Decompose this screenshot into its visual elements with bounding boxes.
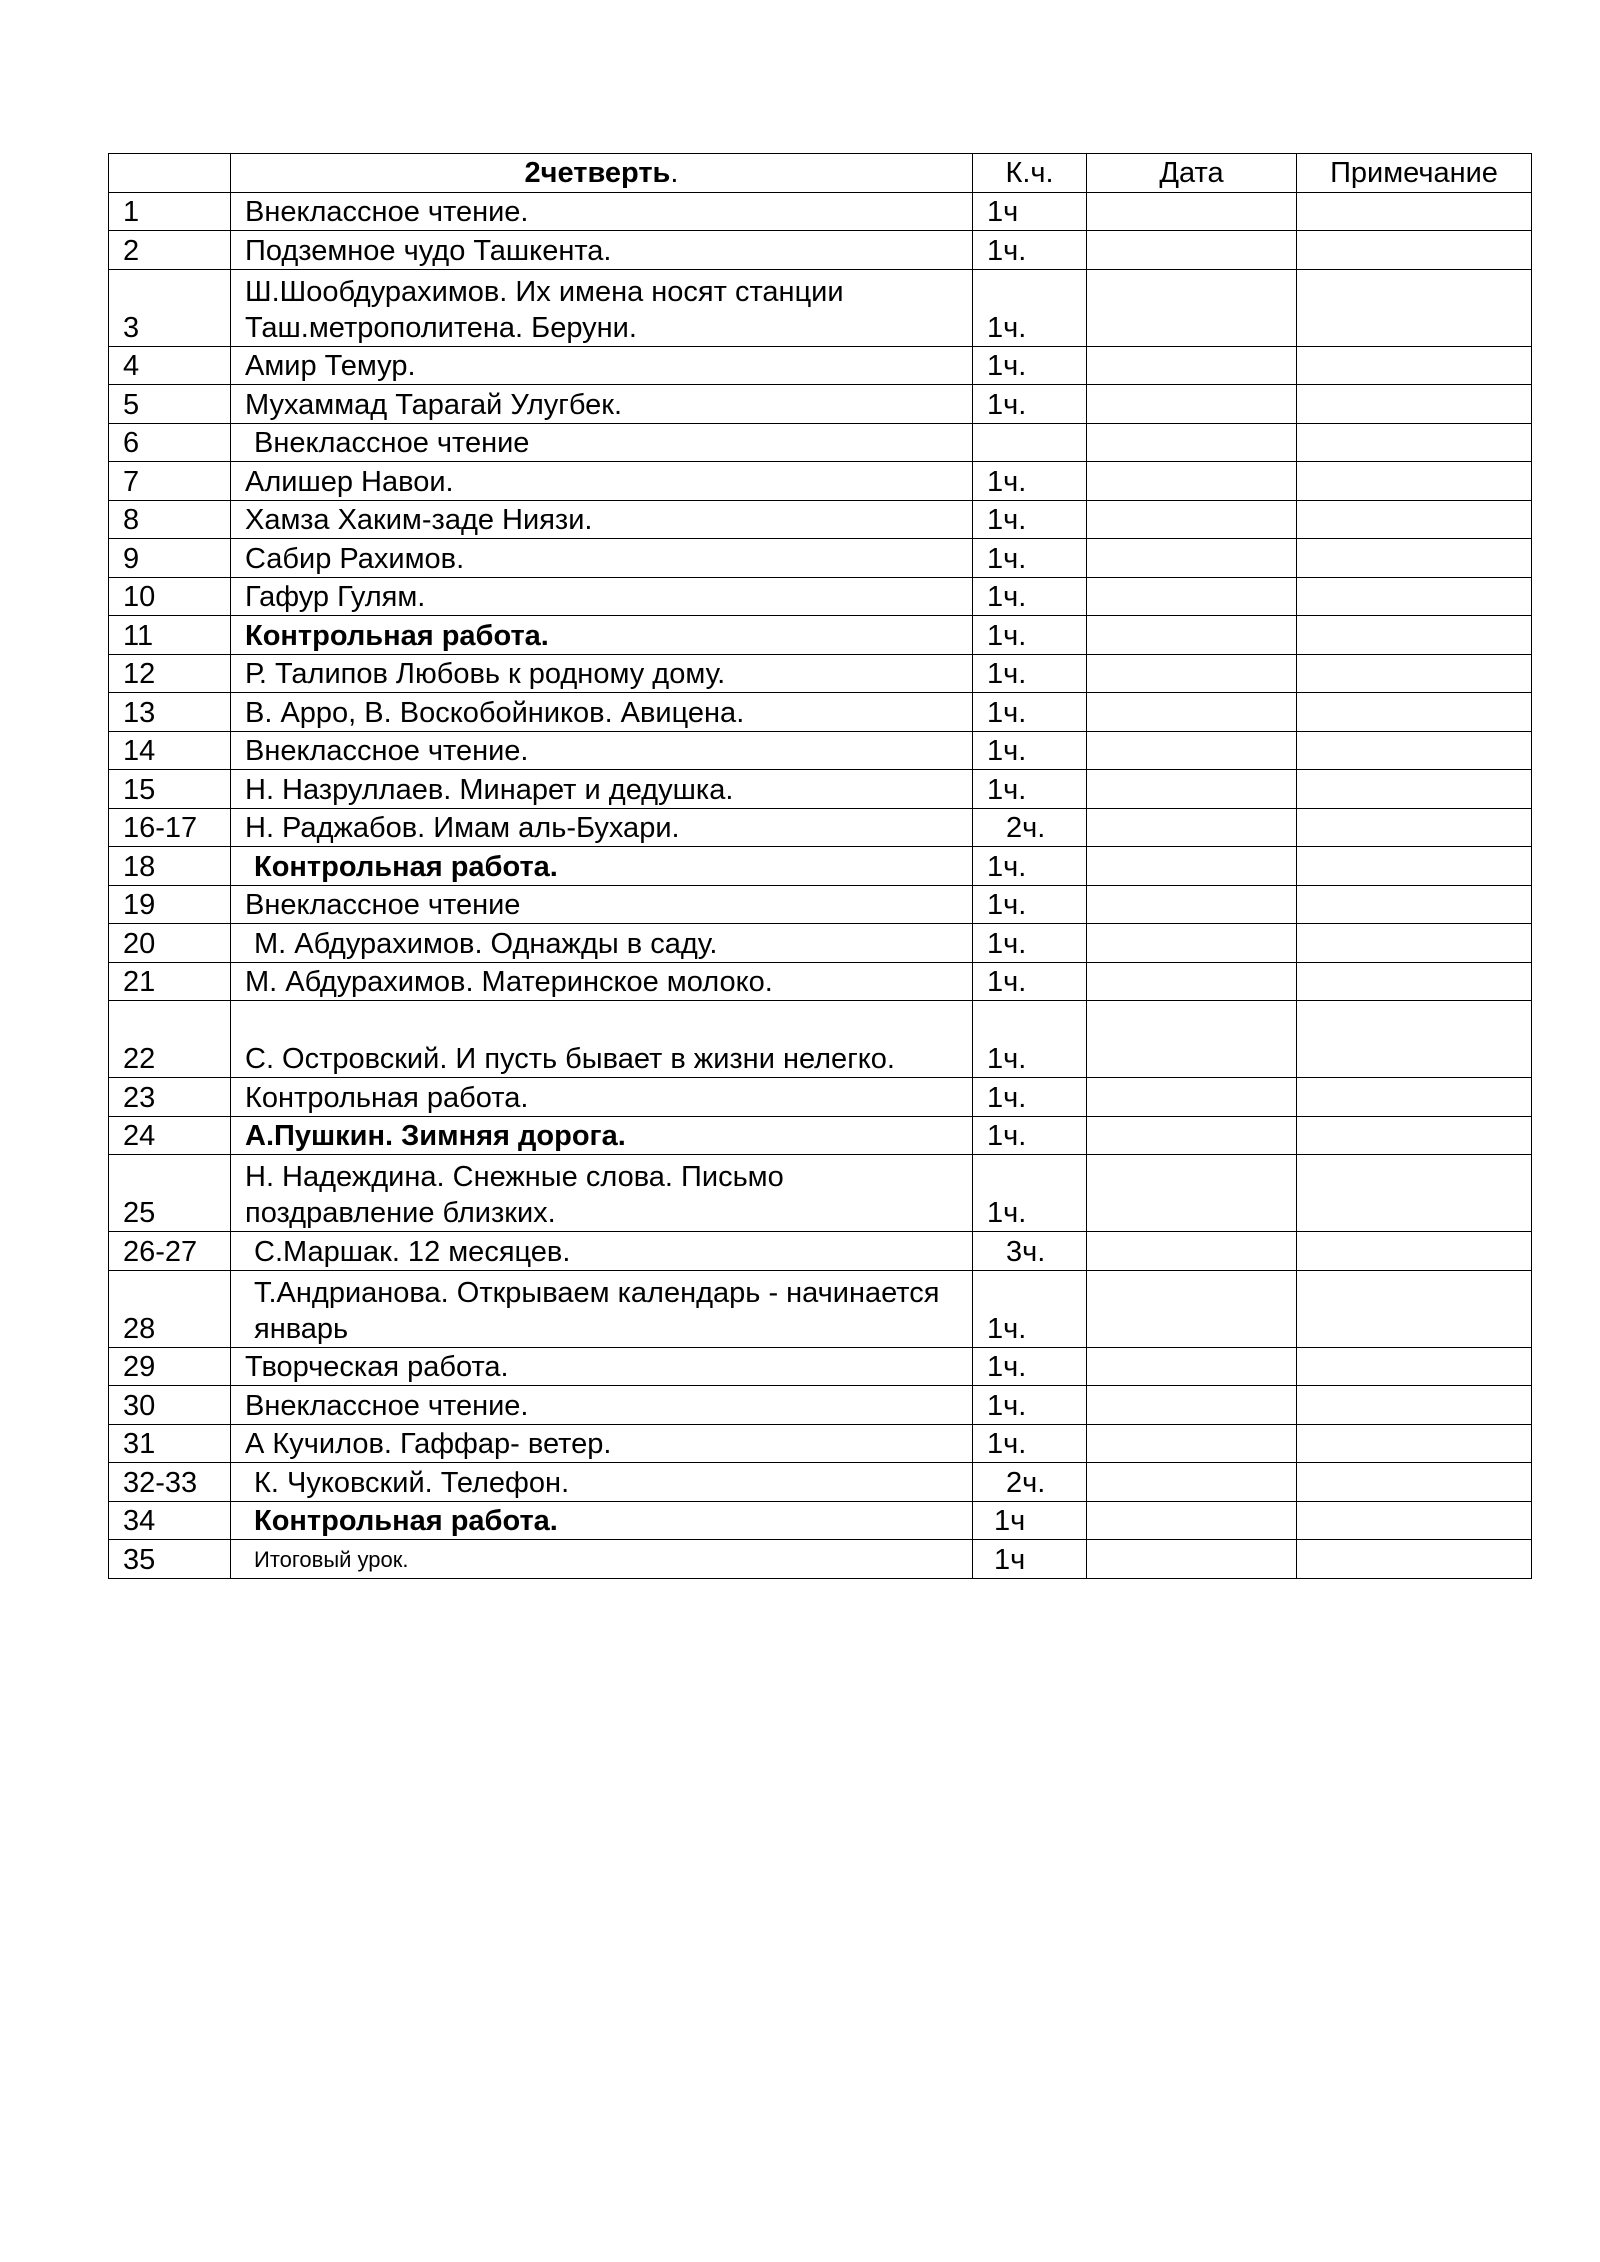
table-body <box>109 192 1532 1578</box>
date-cell <box>1087 693 1297 732</box>
date-cell <box>1087 1270 1297 1347</box>
table-row <box>109 231 1532 270</box>
date-cell <box>1087 192 1297 231</box>
lesson-hours: 2ч. <box>973 1463 1087 1502</box>
date-cell <box>1087 1155 1297 1232</box>
lesson-hours: 1ч. <box>973 1116 1087 1155</box>
note-cell <box>1297 847 1532 886</box>
date-cell <box>1087 1540 1297 1579</box>
table-row <box>109 924 1532 963</box>
lesson-number: 14 <box>109 731 231 770</box>
date-cell <box>1087 269 1297 346</box>
note-cell <box>1297 808 1532 847</box>
lesson-number: 13 <box>109 693 231 732</box>
date-cell <box>1087 808 1297 847</box>
date-cell <box>1087 1116 1297 1155</box>
lesson-hours: 1ч. <box>973 539 1087 578</box>
note-cell <box>1297 885 1532 924</box>
table-row <box>109 654 1532 693</box>
date-cell <box>1087 924 1297 963</box>
lesson-topic: Хамза Хаким-заде Ниязи. <box>231 500 973 539</box>
lesson-topic: Подземное чудо Ташкента. <box>231 231 973 270</box>
header-hours: К.ч. <box>973 154 1087 193</box>
note-cell <box>1297 539 1532 578</box>
note-cell <box>1297 1501 1532 1540</box>
lesson-topic: А.Пушкин. Зимняя дорога. <box>231 1116 973 1155</box>
lesson-hours: 1ч. <box>973 269 1087 346</box>
lesson-number: 30 <box>109 1386 231 1425</box>
lesson-number: 25 <box>109 1155 231 1232</box>
lesson-hours: 1ч. <box>973 1270 1087 1347</box>
lesson-topic: Н. Раджабов. Имам аль-Бухари. <box>231 808 973 847</box>
note-cell <box>1297 693 1532 732</box>
date-cell <box>1087 1078 1297 1117</box>
table-row <box>109 1078 1532 1117</box>
table-row <box>109 1001 1532 1078</box>
date-cell <box>1087 1232 1297 1271</box>
date-cell <box>1087 1386 1297 1425</box>
date-cell <box>1087 1424 1297 1463</box>
table-row <box>109 1463 1532 1502</box>
table-row <box>109 1270 1532 1347</box>
date-cell <box>1087 616 1297 655</box>
table-row <box>109 1232 1532 1271</box>
lesson-topic: Сабир Рахимов. <box>231 539 973 578</box>
table-row <box>109 1540 1532 1579</box>
lesson-hours <box>973 423 1087 462</box>
lesson-number: 24 <box>109 1116 231 1155</box>
header-note: Примечание <box>1297 154 1532 193</box>
lesson-hours: 1ч. <box>973 1155 1087 1232</box>
note-cell <box>1297 1424 1532 1463</box>
note-cell <box>1297 616 1532 655</box>
table-row <box>109 1116 1532 1155</box>
lesson-topic: Контрольная работа. <box>231 1501 973 1540</box>
lesson-topic: М. Абдурахимов. Материнское молоко. <box>231 962 973 1001</box>
note-cell <box>1297 423 1532 462</box>
lesson-hours: 1ч. <box>973 1386 1087 1425</box>
date-cell <box>1087 231 1297 270</box>
table-row <box>109 346 1532 385</box>
lesson-hours: 1ч. <box>973 1347 1087 1386</box>
table-row <box>109 1347 1532 1386</box>
date-cell <box>1087 847 1297 886</box>
lesson-hours: 1ч. <box>973 577 1087 616</box>
note-cell <box>1297 1386 1532 1425</box>
note-cell <box>1297 1078 1532 1117</box>
note-cell <box>1297 500 1532 539</box>
lesson-number: 34 <box>109 1501 231 1540</box>
table-row <box>109 847 1532 886</box>
note-cell <box>1297 1463 1532 1502</box>
lesson-hours: 1ч. <box>973 1001 1087 1078</box>
lesson-hours: 1ч <box>973 1540 1087 1579</box>
table-row <box>109 1386 1532 1425</box>
lesson-number: 35 <box>109 1540 231 1579</box>
header-quarter-title <box>231 154 973 193</box>
lesson-hours: 1ч. <box>973 616 1087 655</box>
date-cell <box>1087 539 1297 578</box>
table-header-row <box>109 154 1532 193</box>
note-cell <box>1297 192 1532 231</box>
table-row <box>109 885 1532 924</box>
lesson-topic: Амир Темур. <box>231 346 973 385</box>
lesson-number: 2 <box>109 231 231 270</box>
lesson-topic: М. Абдурахимов. Однажды в саду. <box>231 924 973 963</box>
note-cell <box>1297 231 1532 270</box>
lesson-topic: Итоговый урок. <box>231 1540 973 1579</box>
lesson-number: 18 <box>109 847 231 886</box>
date-cell <box>1087 423 1297 462</box>
lesson-hours: 1ч. <box>973 770 1087 809</box>
note-cell <box>1297 1116 1532 1155</box>
lesson-number: 16-17 <box>109 808 231 847</box>
note-cell <box>1297 770 1532 809</box>
date-cell <box>1087 770 1297 809</box>
lesson-number: 23 <box>109 1078 231 1117</box>
lesson-number: 28 <box>109 1270 231 1347</box>
table-row <box>109 1155 1532 1232</box>
quarter-title-rest: . <box>670 156 679 189</box>
lesson-topic: К. Чуковский. Телефон. <box>231 1463 973 1502</box>
table-row <box>109 1424 1532 1463</box>
note-cell <box>1297 1232 1532 1271</box>
lesson-hours: 1ч. <box>973 847 1087 886</box>
lesson-number: 19 <box>109 885 231 924</box>
date-cell <box>1087 385 1297 424</box>
table-row <box>109 693 1532 732</box>
date-cell <box>1087 731 1297 770</box>
lesson-number: 22 <box>109 1001 231 1078</box>
lesson-topic: Внеклассное чтение. <box>231 731 973 770</box>
lesson-hours: 3ч. <box>973 1232 1087 1271</box>
lesson-hours: 1ч. <box>973 346 1087 385</box>
lesson-hours: 1ч. <box>973 693 1087 732</box>
lesson-number: 5 <box>109 385 231 424</box>
table-row <box>109 808 1532 847</box>
lesson-number: 20 <box>109 924 231 963</box>
table-row <box>109 577 1532 616</box>
lesson-topic: Контрольная работа. <box>231 1078 973 1117</box>
lesson-number: 10 <box>109 577 231 616</box>
note-cell <box>1297 346 1532 385</box>
lesson-topic: Н. Надеждина. Снежные слова. Письмо поздравление близких. <box>231 1155 973 1232</box>
lesson-number: 8 <box>109 500 231 539</box>
note-cell <box>1297 731 1532 770</box>
note-cell <box>1297 1347 1532 1386</box>
note-cell <box>1297 462 1532 501</box>
lesson-topic: Внеклассное чтение. <box>231 192 973 231</box>
date-cell <box>1087 1347 1297 1386</box>
lesson-topic: Творческая работа. <box>231 1347 973 1386</box>
lesson-hours: 1ч. <box>973 1078 1087 1117</box>
lesson-number: 32-33 <box>109 1463 231 1502</box>
lesson-hours: 1ч. <box>973 385 1087 424</box>
lesson-hours: 1ч. <box>973 500 1087 539</box>
lesson-number: 12 <box>109 654 231 693</box>
lesson-hours: 1ч. <box>973 885 1087 924</box>
table-row <box>109 462 1532 501</box>
table-row <box>109 770 1532 809</box>
note-cell <box>1297 1155 1532 1232</box>
lesson-number: 15 <box>109 770 231 809</box>
lesson-hours: 1ч. <box>973 962 1087 1001</box>
quarter-title-bold: 2четверть <box>524 156 671 189</box>
lesson-topic: С. Островский. И пусть бывает в жизни нелегко. <box>231 1001 973 1078</box>
note-cell <box>1297 962 1532 1001</box>
lesson-plan-table <box>108 153 1532 1579</box>
date-cell <box>1087 654 1297 693</box>
lesson-number: 21 <box>109 962 231 1001</box>
table-row <box>109 1501 1532 1540</box>
lesson-hours: 1ч. <box>973 654 1087 693</box>
lesson-topic: Т.Андрианова. Открываем календарь - начинается январь <box>231 1270 973 1347</box>
lesson-topic: Внеклассное чтение <box>231 885 973 924</box>
lesson-topic: Алишер Навои. <box>231 462 973 501</box>
lesson-hours: 1ч. <box>973 731 1087 770</box>
lesson-topic: Мухаммад Тарагай Улугбек. <box>231 385 973 424</box>
lesson-number: 4 <box>109 346 231 385</box>
date-cell <box>1087 462 1297 501</box>
lesson-topic: Гафур Гулям. <box>231 577 973 616</box>
lesson-hours: 1ч. <box>973 1424 1087 1463</box>
table-row <box>109 500 1532 539</box>
table-row <box>109 385 1532 424</box>
table-row <box>109 962 1532 1001</box>
table-row <box>109 616 1532 655</box>
date-cell <box>1087 885 1297 924</box>
header-date: Дата <box>1087 154 1297 193</box>
date-cell <box>1087 1001 1297 1078</box>
lesson-number: 9 <box>109 539 231 578</box>
note-cell <box>1297 924 1532 963</box>
lesson-number: 7 <box>109 462 231 501</box>
table-row <box>109 731 1532 770</box>
lesson-topic: Внеклассное чтение. <box>231 1386 973 1425</box>
lesson-topic: Н. Назруллаев. Минарет и дедушка. <box>231 770 973 809</box>
note-cell <box>1297 1540 1532 1579</box>
note-cell <box>1297 1001 1532 1078</box>
lesson-hours: 1ч. <box>973 231 1087 270</box>
table-row <box>109 539 1532 578</box>
lesson-topic: Контрольная работа. <box>231 847 973 886</box>
lesson-hours: 2ч. <box>973 808 1087 847</box>
lesson-hours: 1ч. <box>973 924 1087 963</box>
table-row <box>109 192 1532 231</box>
lesson-topic: В. Арро, В. Воскобойников. Авицена. <box>231 693 973 732</box>
lesson-topic: Р. Талипов Любовь к родному дому. <box>231 654 973 693</box>
note-cell <box>1297 654 1532 693</box>
header-number-cell <box>109 154 231 193</box>
date-cell <box>1087 962 1297 1001</box>
lesson-number: 6 <box>109 423 231 462</box>
lesson-topic: Ш.Шообдурахимов. Их имена носят станции Таш.метрополитена. Беруни. <box>231 269 973 346</box>
table-row <box>109 423 1532 462</box>
lesson-topic: А Кучилов. Гаффар- ветер. <box>231 1424 973 1463</box>
date-cell <box>1087 500 1297 539</box>
lesson-number: 29 <box>109 1347 231 1386</box>
lesson-number: 26-27 <box>109 1232 231 1271</box>
lesson-topic: Контрольная работа. <box>231 616 973 655</box>
note-cell <box>1297 577 1532 616</box>
table-row <box>109 269 1532 346</box>
date-cell <box>1087 1501 1297 1540</box>
lesson-hours: 1ч <box>973 1501 1087 1540</box>
date-cell <box>1087 1463 1297 1502</box>
date-cell <box>1087 577 1297 616</box>
lesson-topic: Внеклассное чтение <box>231 423 973 462</box>
lesson-number: 31 <box>109 1424 231 1463</box>
date-cell <box>1087 346 1297 385</box>
note-cell <box>1297 385 1532 424</box>
lesson-number: 3 <box>109 269 231 346</box>
lesson-topic: С.Маршак. 12 месяцев. <box>231 1232 973 1271</box>
note-cell <box>1297 269 1532 346</box>
lesson-hours: 1ч. <box>973 462 1087 501</box>
note-cell <box>1297 1270 1532 1347</box>
lesson-hours: 1ч <box>973 192 1087 231</box>
lesson-number: 11 <box>109 616 231 655</box>
lesson-number: 1 <box>109 192 231 231</box>
